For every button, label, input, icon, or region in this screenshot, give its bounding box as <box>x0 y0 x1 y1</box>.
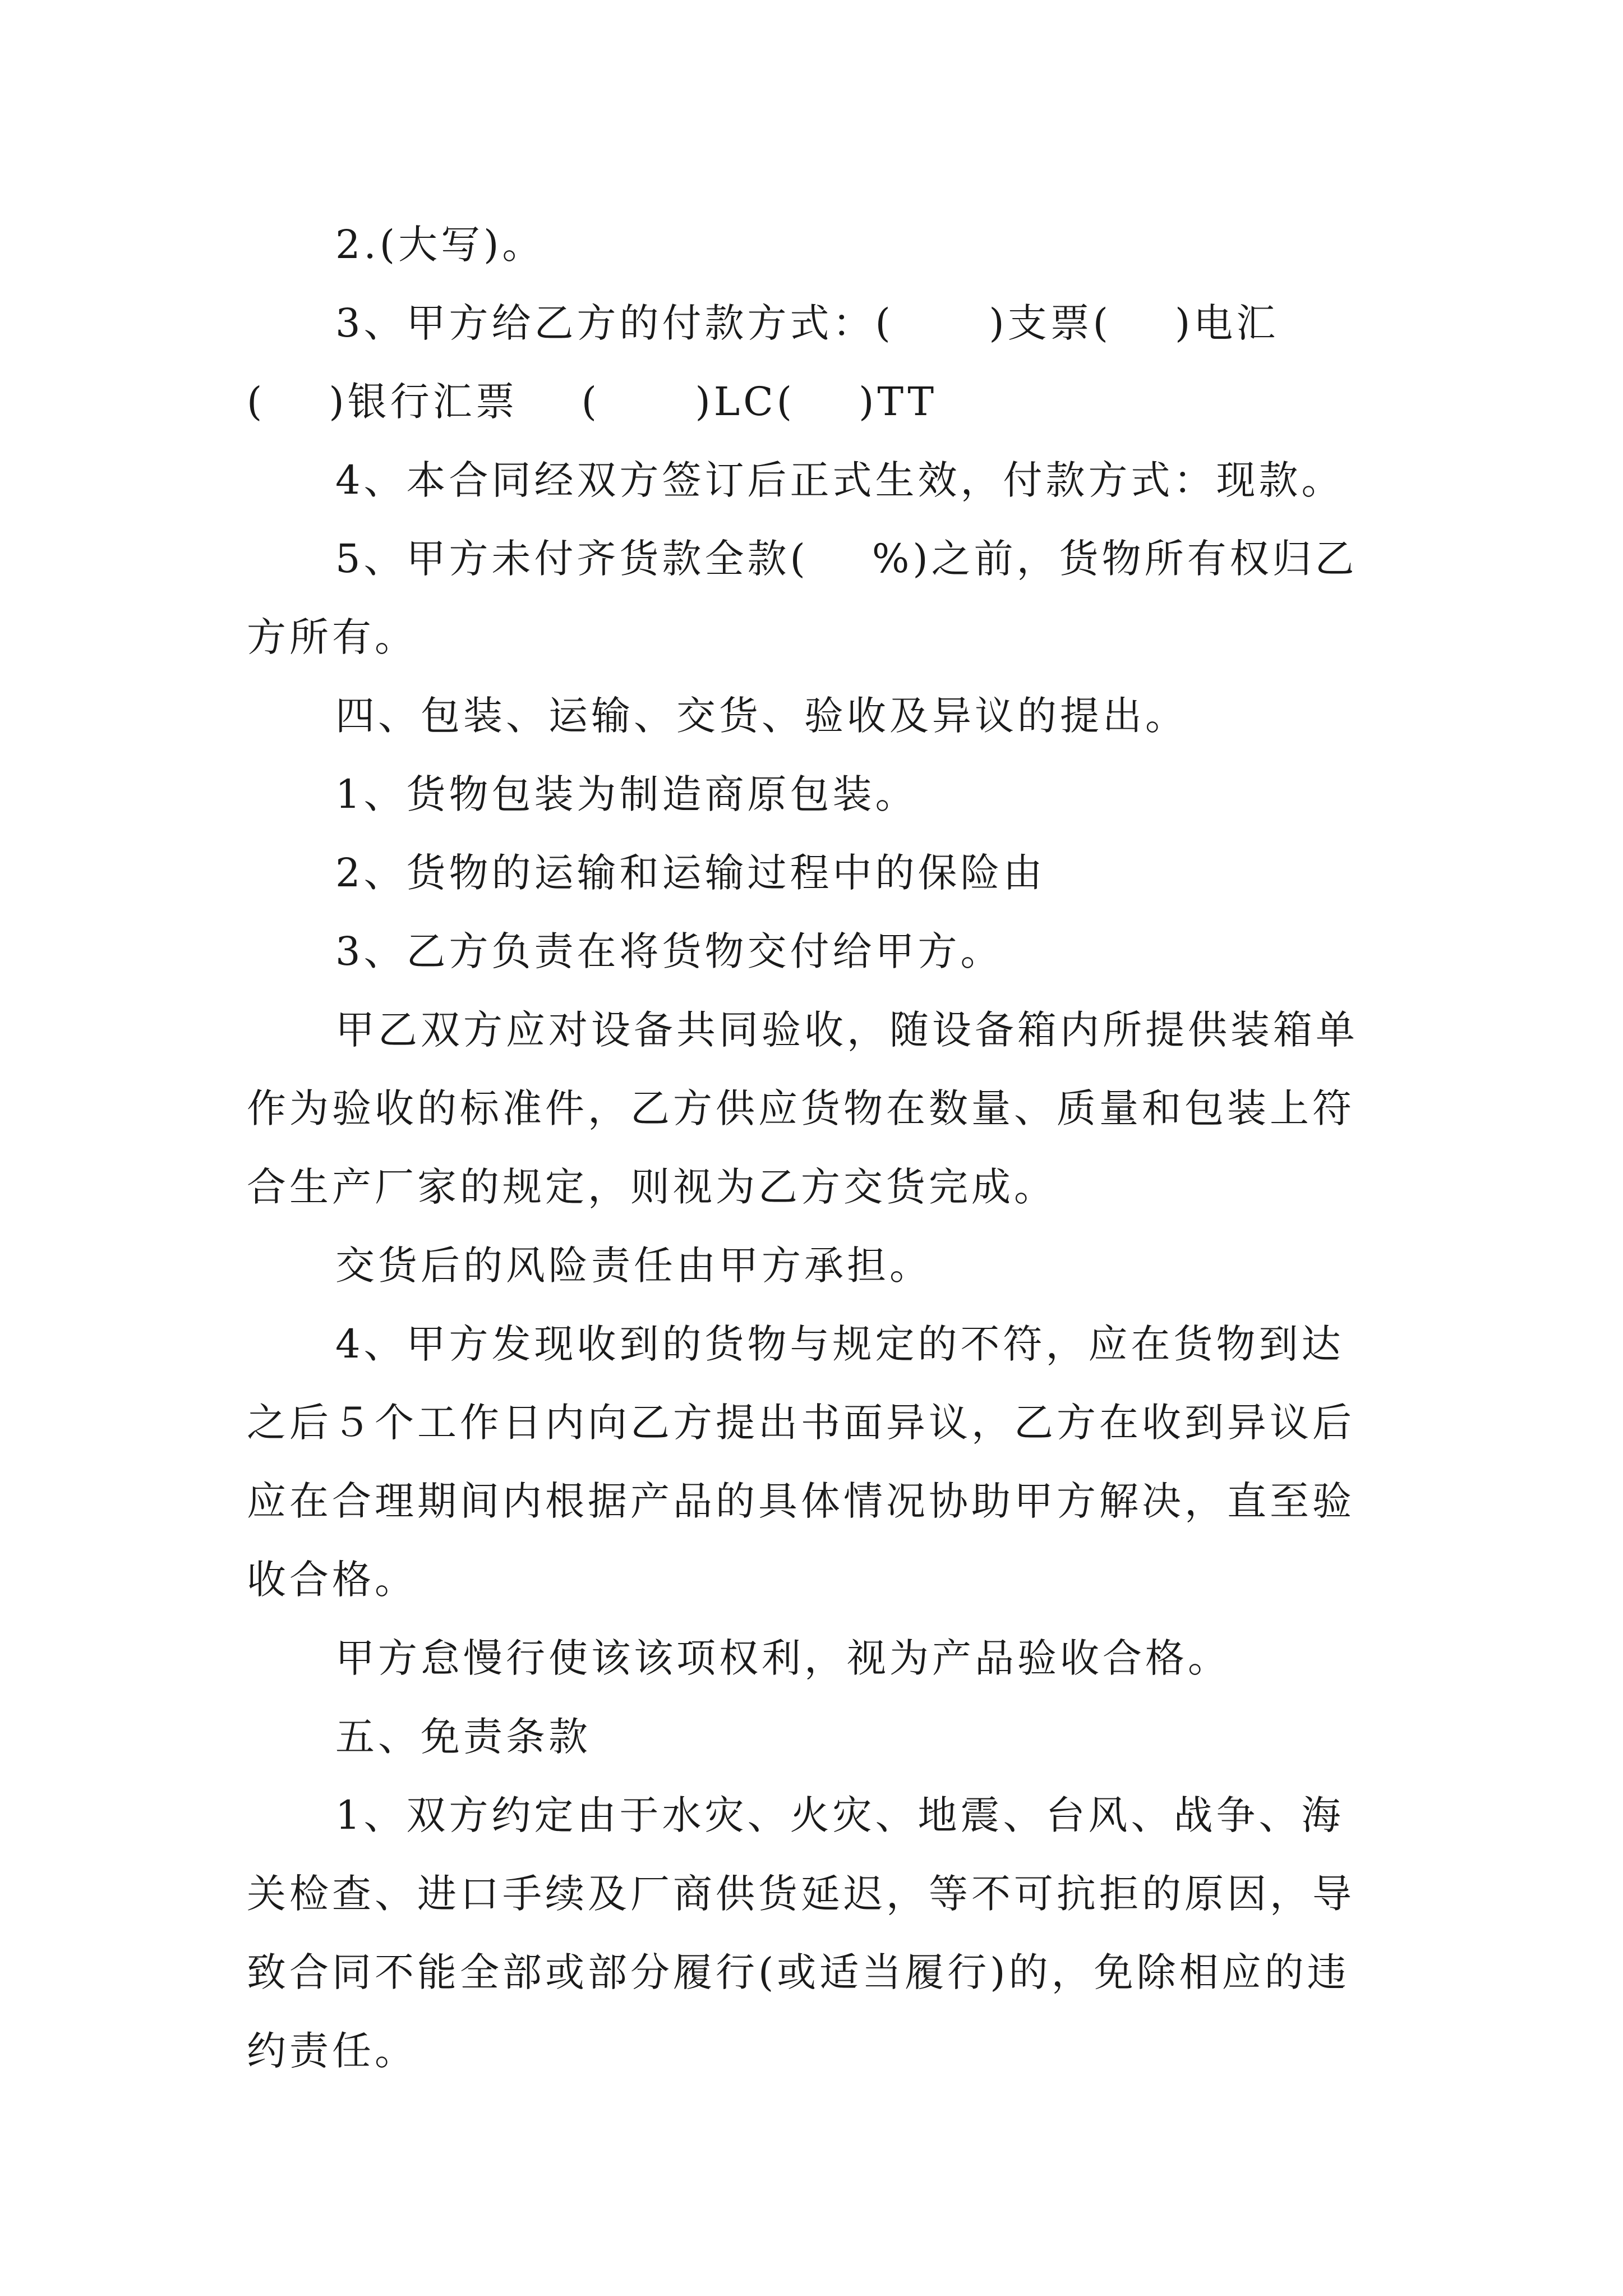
text-line: 约责任。 <box>247 2028 417 2074</box>
text-line: 4、甲方发现收到的货物与规定的不符，应在货物到达 <box>335 1321 1344 1367</box>
text-line: 5、甲方未付齐货款全款( %)之前，货物所有权归乙 <box>335 536 1358 582</box>
text-line: 甲乙双方应对设备共同验收，随设备箱内所提供装箱单 <box>335 1007 1358 1053</box>
text-line: 2、货物的运输和运输过程中的保险由 <box>335 850 1046 896</box>
text-line: 致合同不能全部或部分履行(或适当履行)的，免除相应的违 <box>247 1949 1350 1995</box>
text-line: 之后５个工作日内向乙方提出书面异议，乙方在收到异议后 <box>247 1400 1355 1446</box>
section-heading: 四、包装、运输、交货、验收及异议的提出。 <box>335 693 1188 739</box>
text-line: 方所有。 <box>247 614 417 660</box>
text-line: 甲方怠慢行使该该项权利，视为产品验收合格。 <box>335 1635 1230 1681</box>
text-line: 1、双方约定由于水灾、火灾、地震、台风、战争、海 <box>335 1792 1344 1838</box>
text-line: 合生产厂家的规定，则视为乙方交货完成。 <box>247 1164 1057 1210</box>
text-line: 3、甲方给乙方的付款方式：( )支票( )电汇 <box>335 300 1279 346</box>
text-line: 收合格。 <box>247 1557 417 1603</box>
text-line: 4、本合同经双方签订后正式生效，付款方式：现款。 <box>335 457 1344 503</box>
section-heading: 五、免责条款 <box>335 1714 591 1760</box>
text-line: 关检查、进口手续及厂商供货延迟，等不可抗拒的原因，导 <box>247 1871 1355 1917</box>
text-line: 应在合理期间内根据产品的具体情况协助甲方解决，直至验 <box>247 1478 1355 1524</box>
text-line: ( )银行汇票 ( )LC( )TT <box>247 379 938 425</box>
text-line: 交货后的风险责任由甲方承担。 <box>335 1243 932 1289</box>
text-line: 3、乙方负责在将货物交付给甲方。 <box>335 928 1003 974</box>
text-line: 2.(大写)。 <box>335 222 545 268</box>
text-line: 1、货物包装为制造商原包装。 <box>335 771 918 817</box>
text-line: 作为验收的标准件，乙方供应货物在数量、质量和包装上符 <box>247 1085 1355 1131</box>
